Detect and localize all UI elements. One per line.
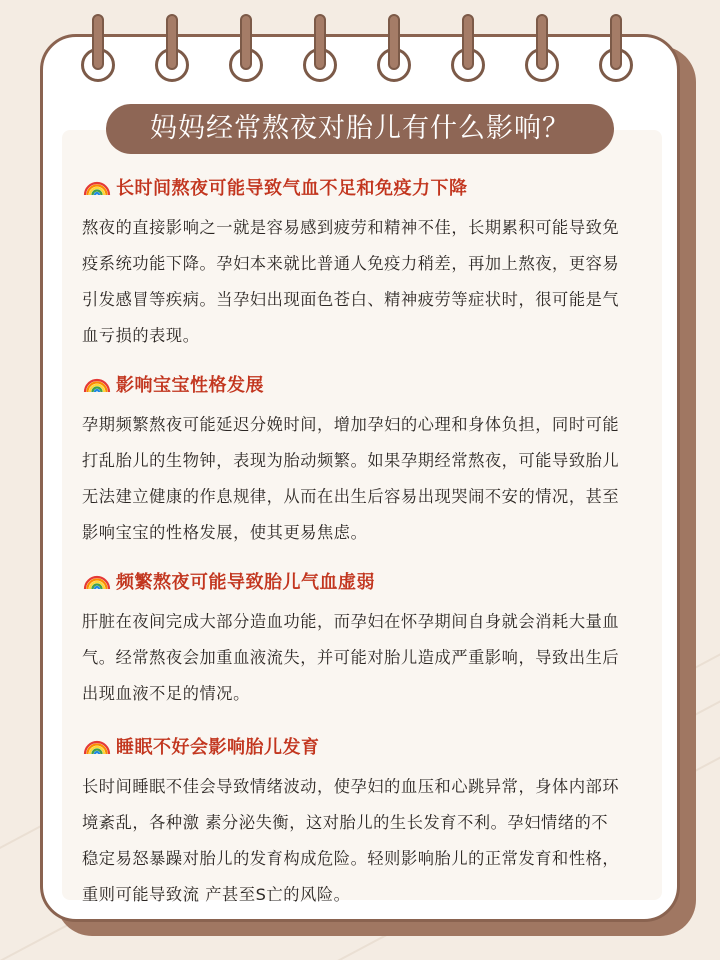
body-line: 疫系统功能下降。孕妇本来就比普通人免疫力稍差，再加上熬夜，更容易 (82, 254, 620, 273)
section-body (82, 604, 662, 712)
section-heading (82, 729, 662, 763)
body-line: 血亏损的表现。 (82, 326, 200, 345)
body-line: 重则可能导致流 产甚至S亡的风险。 (82, 885, 351, 904)
spiral-ring (599, 14, 633, 88)
body-line: 打乱胎儿的生物钟，表现为胎动频繁。如果孕期经常熬夜，可能导致胎儿 (82, 451, 620, 470)
section-sleep (82, 729, 662, 913)
spiral-ring (155, 14, 189, 88)
spiral-ring (81, 14, 115, 88)
spiral-ring (303, 14, 337, 88)
section-heading (82, 170, 662, 204)
section-heading (82, 564, 662, 598)
section-personality (82, 367, 662, 551)
section-title: 频繁熬夜可能导致胎儿气血虚弱 (116, 572, 375, 593)
spiral-ring (451, 14, 485, 88)
body-line: 引发感冒等疾病。当孕妇出现面色苍白、精神疲劳等症状时，很可能是气 (82, 290, 620, 309)
page-title: 妈妈经常熬夜对胎儿有什么影响？ (106, 104, 614, 154)
section-title: 睡眠不好会影响胎儿发育 (116, 737, 320, 758)
body-line: 影响宝宝的性格发展，使其更易焦虑。 (82, 523, 368, 542)
section-immunity (82, 170, 662, 354)
body-line: 气。经常熬夜会加重血液流失，并可能对胎儿造成严重影响，导致出生后 (82, 648, 620, 667)
spiral-ring (377, 14, 411, 88)
spiral-ring (525, 14, 559, 88)
section-blood (82, 564, 662, 712)
body-line: 长时间睡眠不佳会导致情绪波动，使孕妇的血压和心跳异常，身体内部环 (82, 777, 620, 796)
rainbow-icon (82, 374, 112, 394)
section-body (82, 210, 662, 354)
rainbow-icon (82, 571, 112, 591)
body-line: 肝脏在夜间完成大部分造血功能，而孕妇在怀孕期间自身就会消耗大量血 (82, 612, 620, 631)
section-body (82, 407, 662, 551)
section-body (82, 769, 662, 913)
section-title: 长时间熬夜可能导致气血不足和免疫力下降 (116, 178, 468, 199)
body-line: 稳定易怒暴躁对胎儿的发育构成危险。轻则影响胎儿的正常发育和性格， (82, 849, 620, 868)
body-line: 无法建立健康的作息规律，从而在出生后容易出现哭闹不安的情况，甚至 (82, 487, 620, 506)
rainbow-icon (82, 736, 112, 756)
body-line: 出现血液不足的情况。 (82, 684, 250, 703)
body-line: 熬夜的直接影响之一就是容易感到疲劳和精神不佳，长期累积可能导致免 (82, 218, 620, 237)
body-line: 孕期频繁熬夜可能延迟分娩时间，增加孕妇的心理和身体负担，同时可能 (82, 415, 620, 434)
section-title: 影响宝宝性格发展 (116, 375, 264, 396)
section-heading (82, 367, 662, 401)
body-line: 境紊乱，各种激 素分泌失衡，这对胎儿的生长发育不利。孕妇情绪的不 (82, 813, 609, 832)
rainbow-icon (82, 177, 112, 197)
spiral-ring (229, 14, 263, 88)
